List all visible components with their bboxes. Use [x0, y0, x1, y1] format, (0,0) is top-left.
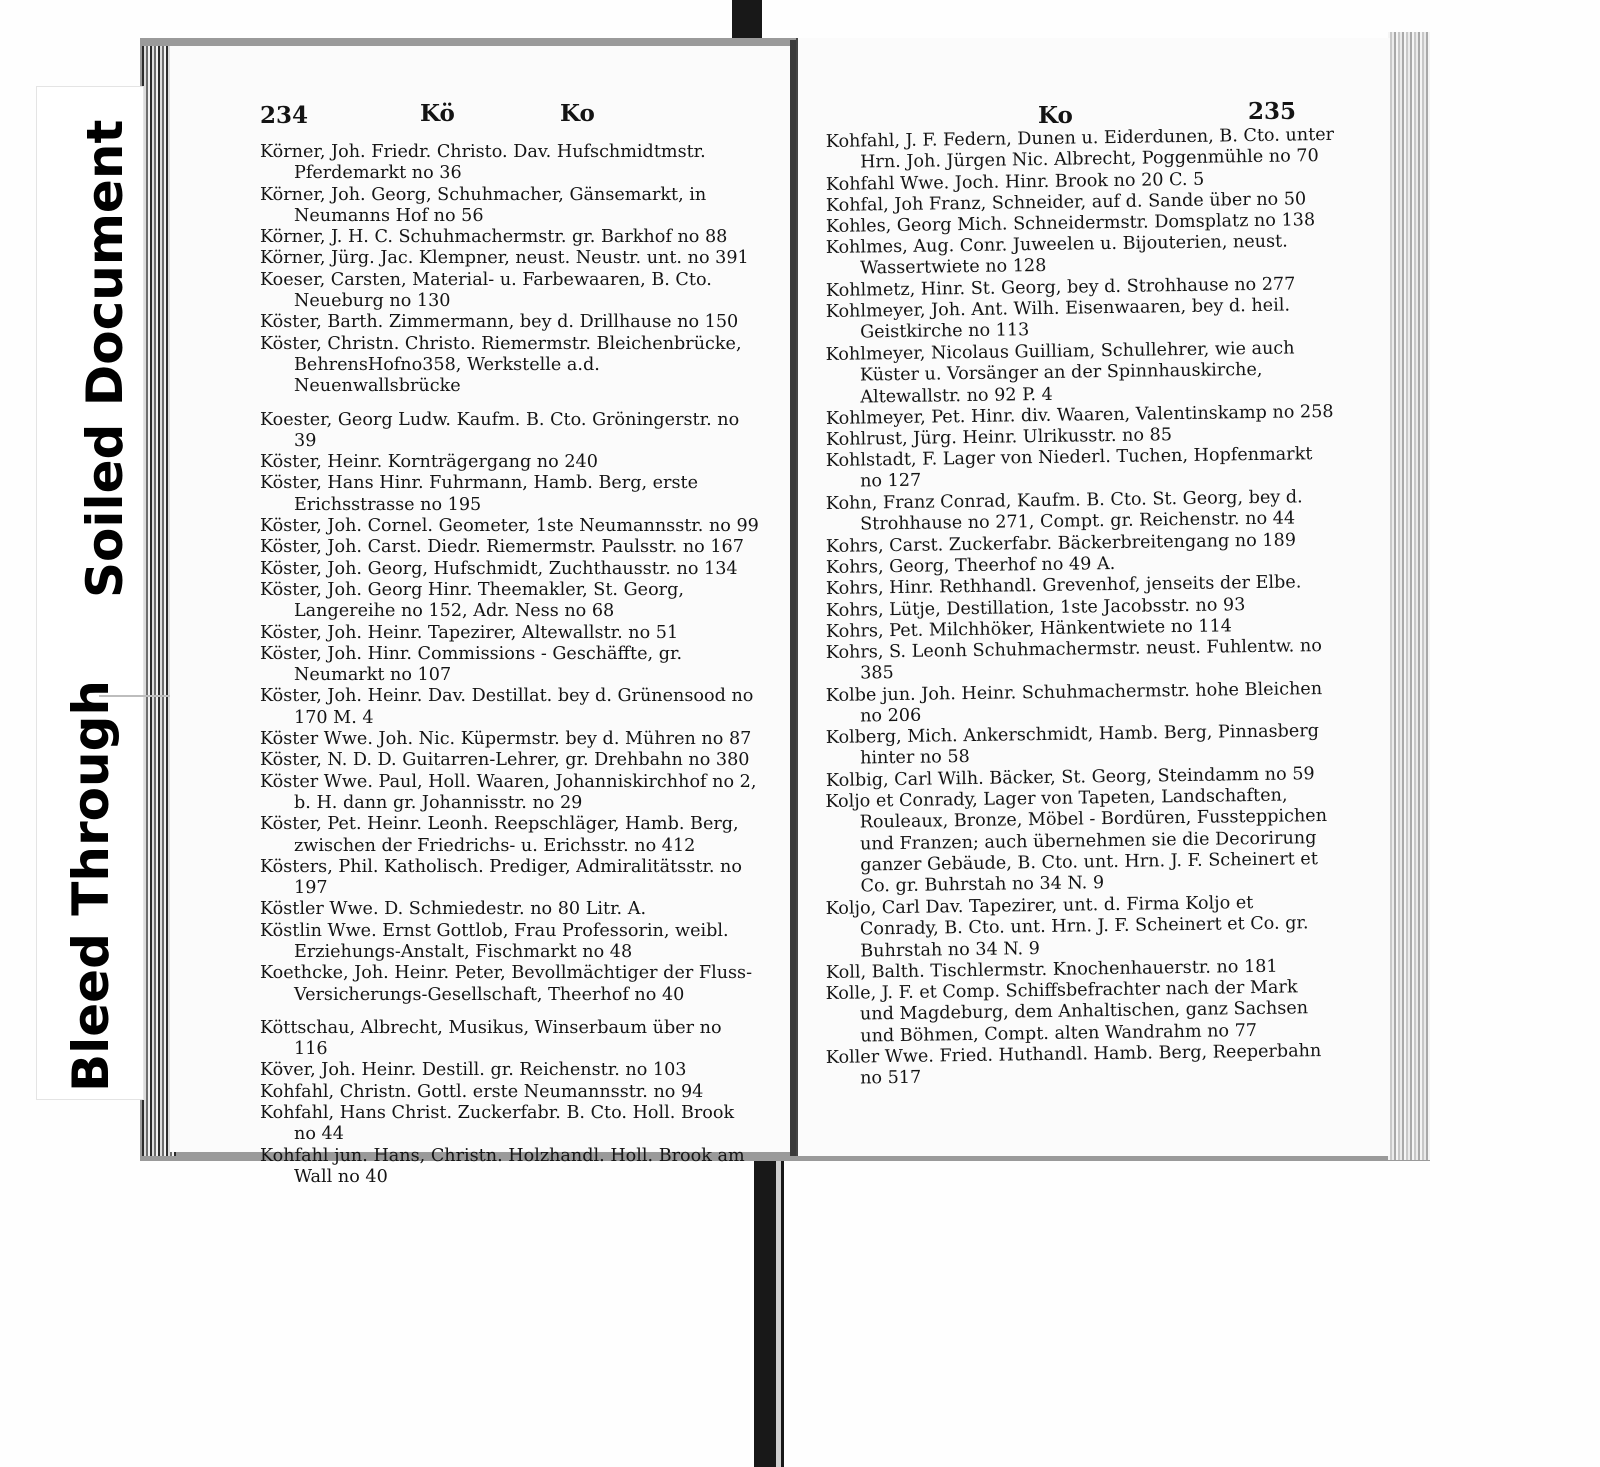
directory-entry: Kohrs, Georg, Theerhof no 49 A.	[825, 553, 1116, 578]
directory-entry: Kohlstadt, F. Lager von Niederl. Tuchen, Hopfenmarkt no 127	[825, 444, 1313, 493]
right-page-number: 235	[1248, 98, 1297, 125]
left-header-ko-umlaut: Kö	[420, 100, 455, 127]
right-entry-list	[825, 124, 1336, 1090]
directory-entry: Koll, Balth. Tischlermstr. Knochenhauerstr. no 181	[825, 956, 1278, 983]
directory-entry: Kohrs, S. Leonh Schuhmachermstr. neust. Fuhlentw. no 385	[825, 636, 1322, 684]
directory-entry: Köver, Joh. Heinr. Destill. gr. Reichenstr. no 103	[260, 1060, 687, 1081]
condition-tag-line2: Bleed Through	[62, 680, 120, 1092]
directory-entry: Köster, Joh. Heinr. Tapezirer, Altewallstr. no 51	[260, 622, 679, 643]
directory-entry: Köster, Pet. Heinr. Leonh. Reepschläger, Hamb. Berg, zwischen der Friedrichs- u. Erichsstr. no 412	[260, 814, 739, 856]
directory-entry: Kohfal, Joh Franz, Schneider, auf d. Sande über no 50	[825, 189, 1307, 216]
directory-entry: Kohrs, Hinr. Rethhandl. Grevenhof, jenseits der Elbe.	[825, 572, 1302, 600]
left-page-number: 234	[260, 102, 309, 129]
right-header-ko: Ko	[1038, 102, 1073, 129]
directory-entry: Kohrs, Carst. Zuckerfabr. Bäckerbreitengang no 189	[825, 530, 1297, 557]
directory-entry: Köster, Joh. Hinr. Commissions - Geschäffte, gr. Neumarkt no 107	[260, 643, 683, 686]
book-edge-right	[1388, 32, 1430, 1160]
directory-entry: Köster, Hans Hinr. Fuhrmann, Hamb. Berg, erste Erichsstrasse no 195	[260, 473, 698, 515]
directory-entry: Köster Wwe. Joh. Nic. Küpermstr. bey d. Mühren no 87	[260, 729, 752, 750]
directory-entry: Kohlmeyer, Nicolaus Guilliam, Schullehrer, wie auch Küster u. Vorsänger an der Spinnhauskirche, Altewallstr. no 92 P. 4	[825, 338, 1295, 408]
directory-entry: Kohlmes, Aug. Conr. Juweelen u. Bijouterien, neust. Wassertwiete no 128	[825, 232, 1288, 280]
directory-entry: Kolbig, Carl Wilh. Bäcker, St. Georg, Steindamm no 59	[825, 764, 1315, 791]
directory-entry: Koester, Georg Ludw. Kaufm. B. Cto. Gröningerstr. no 39	[260, 409, 740, 451]
directory-entry: Kohlmetz, Hinr. St. Georg, bey d. Strohhause no 277	[825, 274, 1296, 302]
directory-entry: Köster, Heinr. Kornträgergang no 240	[260, 452, 598, 473]
directory-entry: Köstlin Wwe. Ernst Gottlob, Frau Professorin, weibl. Erziehungs-Anstalt, Fischmarkt no 48	[260, 920, 729, 962]
directory-entry: Kohfahl, Christn. Gottl. erste Neumannsstr. no 94	[260, 1081, 704, 1102]
directory-entry: Kohlmeyer, Joh. Ant. Wilh. Eisenwaaren, bey d. heil. Geistkirche no 113	[825, 295, 1291, 344]
left-header-ko: Ko	[560, 100, 595, 127]
directory-entry: Kohfahl jun. Hans, Christn. Holzhandl. Holl. Brook am Wall no 40	[260, 1145, 745, 1187]
directory-entry: Köstler Wwe. D. Schmiedestr. no 80 Litr. A.	[260, 899, 647, 920]
directory-entry: Köster, Joh. Carst. Diedr. Riemermstr. Paulsstr. no 167	[260, 537, 744, 558]
directory-entry: Körner, Joh. Georg, Schuhmacher, Gänsemarkt, in Neumanns Hof no 56	[260, 184, 707, 226]
directory-entry: Köster, Christn. Christo. Riemermstr. Bleichenbrücke, BehrensHofno358, Werkstelle a.d. Neuenwallsbrücke	[260, 333, 742, 397]
directory-entry: Kohles, Georg Mich. Schneidermstr. Domsplatz no 138	[825, 210, 1316, 238]
directory-entry: Koljo et Conrady, Lager von Tapeten, Landschaften, Rouleaux, Bronze, Möbel - Bordüren, Fussteppichen und Franzen; auch übernehmen sie die Decorirung ganzer Gebäude, B. Cto. unt. Hrn. J. F. Scheinert et Co. gr. Buhrstah no 34 N. 9	[825, 785, 1328, 897]
directory-entry: Kohfahl Wwe. Joch. Hinr. Brook no 20 C. 5	[825, 169, 1205, 195]
right-page	[796, 38, 1390, 1156]
directory-entry: Köster, N. D. D. Guitarren-Lehrer, gr. Drehbahn no 380	[260, 750, 750, 771]
directory-entry: Koller Wwe. Fried. Huthandl. Hamb. Berg, Reeperbahn no 517	[825, 1040, 1322, 1089]
directory-entry: Körner, Jürg. Jac. Klempner, neust. Neustr. unt. no 391	[260, 248, 749, 269]
directory-entry: Kohfahl, Hans Christ. Zuckerfabr. B. Cto. Holl. Brook no 44	[260, 1103, 735, 1145]
directory-entry: Kohrs, Lütje, Destillation, 1ste Jacobsstr. no 93	[825, 594, 1246, 621]
directory-entry: Kohlrust, Jürg. Heinr. Ulrikusstr. no 85	[825, 425, 1173, 451]
directory-entry: Kolle, J. F. et Comp. Schiffsbefrachter nach der Mark und Magdeburg, dem Anhaltischen, ganz Sachsen und Böhmen, Compt. alten Wandrahm no 77	[825, 977, 1309, 1046]
directory-entry: Kohlmeyer, Pet. Hinr. div. Waaren, Valentinskamp no 258	[825, 401, 1334, 429]
directory-entry: Köster, Joh. Cornel. Geometer, 1ste Neumannsstr. no 99	[260, 516, 759, 537]
spine-bottom-gap	[776, 1155, 781, 1467]
directory-entry: Köster Wwe. Paul, Holl. Waaren, Johanniskirchhof no 2, b. H. dann gr. Johannisstr. no 29	[260, 771, 757, 813]
directory-entry: Kösters, Phil. Katholisch. Prediger, Admiralitätsstr. no 197	[260, 856, 742, 899]
directory-entry: Kolbe jun. Joh. Heinr. Schuhmachermstr. hohe Bleichen no 206	[825, 678, 1323, 727]
left-entry-list	[260, 142, 760, 1188]
directory-entry: Koljo, Carl Dav. Tapezirer, unt. d. Firma Koljo et Conrady, B. Cto. unt. Hrn. J. F. Scheinert et Co. gr. Buhrstah no 34 N. 9	[825, 892, 1309, 961]
left-page	[170, 46, 792, 1187]
directory-entry: Kohn, Franz Conrad, Kaufm. B. Cto. St. Georg, bey d. Strohhause no 271, Compt. gr. Reichenstr. no 44	[825, 487, 1303, 535]
directory-entry: Köttschau, Albrecht, Musikus, Winserbaum über no 116	[260, 1017, 722, 1060]
directory-entry: Köster, Joh. Georg Hinr. Theemakler, St. Georg, Langereihe no 152, Adr. Ness no 68	[260, 579, 684, 622]
directory-entry: Koeser, Carsten, Material- u. Farbewaaren, B. Cto. Neueburg no 130	[260, 269, 712, 312]
directory-entry: Körner, Joh. Friedr. Christo. Dav. Hufschmidtmstr. Pferdemarkt no 36	[260, 142, 706, 184]
directory-entry: Koethcke, Joh. Heinr. Peter, Bevollmächtiger der Fluss-Versicherungs-Gesellschaft, Theerhof no 40	[260, 963, 753, 1005]
directory-entry: Köster, Barth. Zimmermann, bey d. Drillhause no 150	[260, 312, 739, 333]
directory-entry: Körner, J. H. C. Schuhmachermstr. gr. Barkhof no 88	[260, 227, 728, 248]
condition-tag-line1: Soiled Document	[76, 119, 134, 598]
directory-entry: Köster, Joh. Georg, Hufschmidt, Zuchthausstr. no 134	[260, 558, 738, 579]
directory-entry: Köster, Joh. Heinr. Dav. Destillat. bey d. Grünensood no 170 M. 4	[260, 686, 754, 728]
directory-entry: Kohrs, Pet. Milchhöker, Hänkentwiete no 114	[825, 616, 1233, 642]
directory-entry: Kohfahl, J. F. Federn, Dunen u. Eiderdunen, B. Cto. unter Hrn. Joh. Jürgen Nic. Albrecht, Poggenmühle no 70	[825, 124, 1335, 173]
directory-entry: Kolberg, Mich. Ankerschmidt, Hamb. Berg, Pinnasberg hinter no 58	[825, 721, 1320, 770]
